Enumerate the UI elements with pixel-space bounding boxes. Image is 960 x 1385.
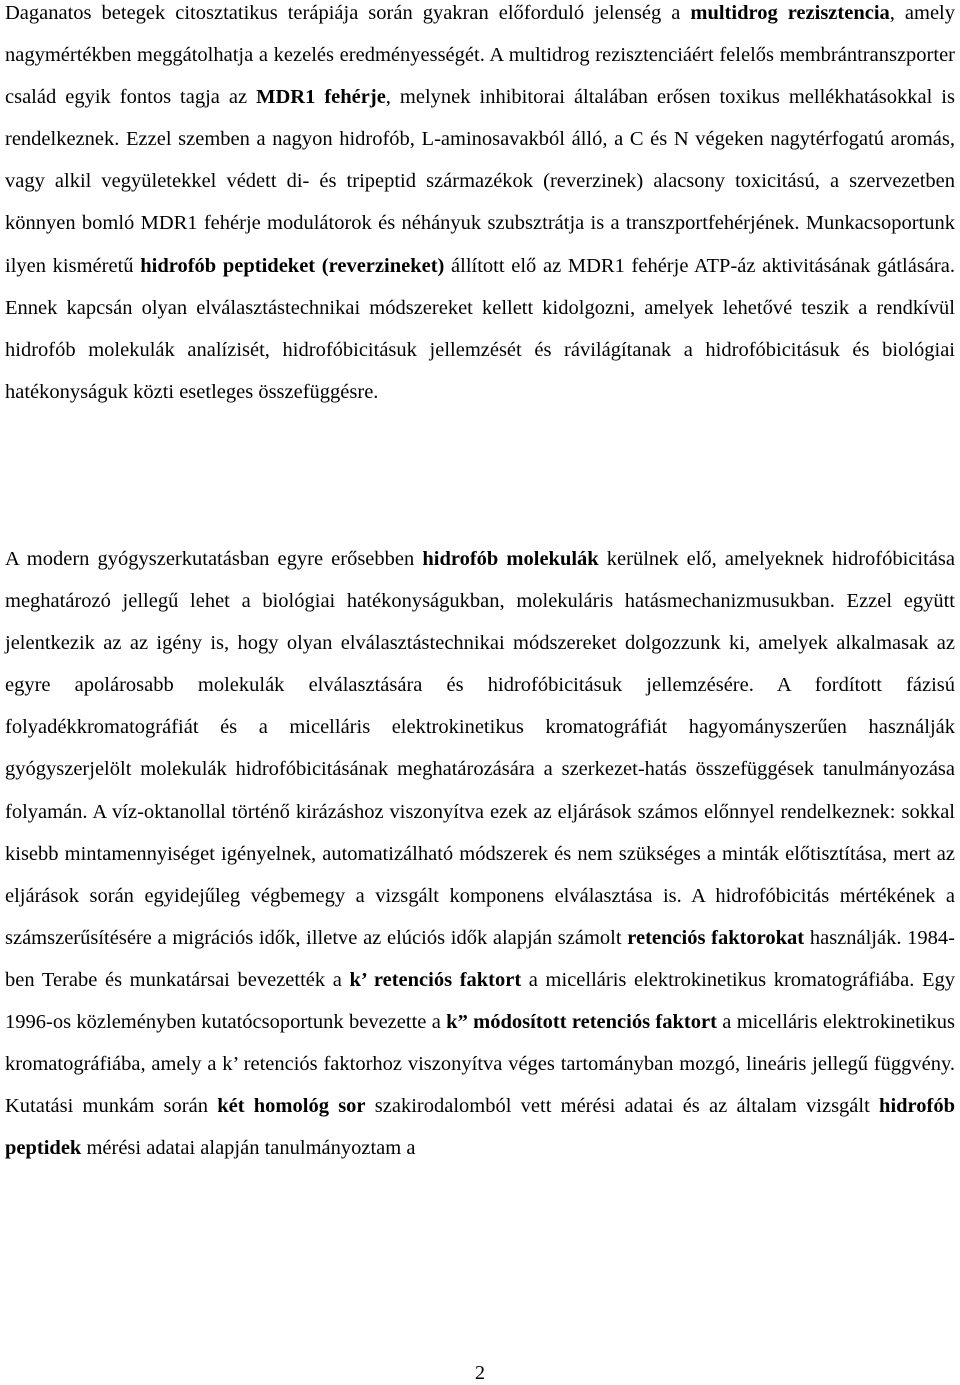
bold-term: k’ retenciós faktort [349,968,522,991]
text-run: szakirodalomból vett mérési adatai és az általam vizsgált [365,1095,880,1118]
text-run: mérési adatai alapján tanulmányoztam a [81,1137,416,1160]
text-run: kerülnek elő, amelyeknek hidrofóbicitása meghatározó jellegű lehet a biológiai hatékonyságukban, molekuláris hatásmechanizmusukban. Ezzel együtt jelentkezik az az igény is, hogy olyan elválasztástechnikai módszereket dolgozzunk ki, amelyek alkalmasak az egyre apolárosabb molekulák elválasztására és hidrofóbicitásuk jellemzésére. A fordított fázisú folyadékkromatográfiát és a micelláris elektrokinetikus kromatográfiát hagyományszerűen használják gyógyszerjelölt molekulák hidrofóbicitásának meghatározására a szerkezet-hatás összefüggések tanulmányozása folyamán. A víz-oktanollal történő kirázáshoz viszonyítva ezek az eljárások számos előnnyel rendelkeznek: sokkal kisebb mintamennyiséget igényelnek, automatizálható módszerek és nem szükséges a minták előtisztítása, mert az eljárások során egyidejűleg végbemegy a vizsgált komponens elválasztása is. A hidrofóbicitás mértékének a számszerűsítésére a migrációs idők, illetve az elúciós idők alapján számolt [5,548,955,949]
bold-term: hidrofób molekulák [422,548,599,570]
bold-term: k” módosított retenciós faktort [446,1011,717,1034]
bold-term: MDR1 fehérje [256,86,386,109]
text-run: használják. 1984-ben Terabe és munkatársai bevezették a [5,926,956,991]
text-run: állított elő az MDR1 fehérje ATP-áz aktivitásának gátlására. Ennek kapcsán olyan elválasztástechnikai módszereket kellett kidolgozni, amelyek lehetővé teszik a rendkívül hidrofób molekulák analízisét, hidrofóbicitásuk jellemzését és rávilágítanak a hidrofóbicitásuk és biológiai hatékonyságuk közti esetleges összefüggésre. [5,254,955,403]
bold-term: két homológ sor [217,1095,366,1118]
paragraph-mdr-intro [5,0,955,413]
bold-term: multidrog rezisztencia [690,2,890,24]
text-run: a micelláris elektrokinetikus kromatográfiába, amely a k’ retenciós faktorhoz viszonyítva véges tartományban mozgó, lineáris jellegű függvény. Kutatási munkám során [5,1011,955,1118]
page-number: 2 [475,1362,485,1384]
text-run: A modern gyógyszerkutatásban egyre erősebben [5,548,423,570]
paragraph-hydrophobic-molecules [5,538,955,1169]
text-run: , amely nagymértékben meggátolhatja a kezelés eredményességét. A multidrog rezisztenciáért felelős membrántranszporter család egyik fontos tagja az [5,2,955,109]
text-run: Daganatos betegek citosztatikus terápiája során gyakran előforduló jelenség a [5,2,691,24]
bold-term: hidrofób peptidek [5,1095,956,1160]
text-run: , melynek inhibitorai általában erősen toxikus mellékhatásokkal is rendelkeznek. Ezzel szemben a nagyon hidrofób, L-aminosavakból álló, a C és N végeken nagytérfogatú aromás, vagy alkil vegyületekkel védett di- és tripeptid származékok (reverzinek) alacsony toxicitású, a szervezetben könnyen bomló MDR1 fehérje modulátorok és néhányuk szubsztrátja is a transzportfehérjének. Munkacsoportunk ilyen kisméretű [5,86,955,277]
bold-term: hidrofób peptideket (reverzineket) [140,254,445,277]
bold-term: retenciós faktorokat [627,926,805,949]
text-run: a micelláris elektrokinetikus kromatográfiába. Egy 1996-os közleményben kutatócsoportunk bevezette a [5,968,955,1034]
